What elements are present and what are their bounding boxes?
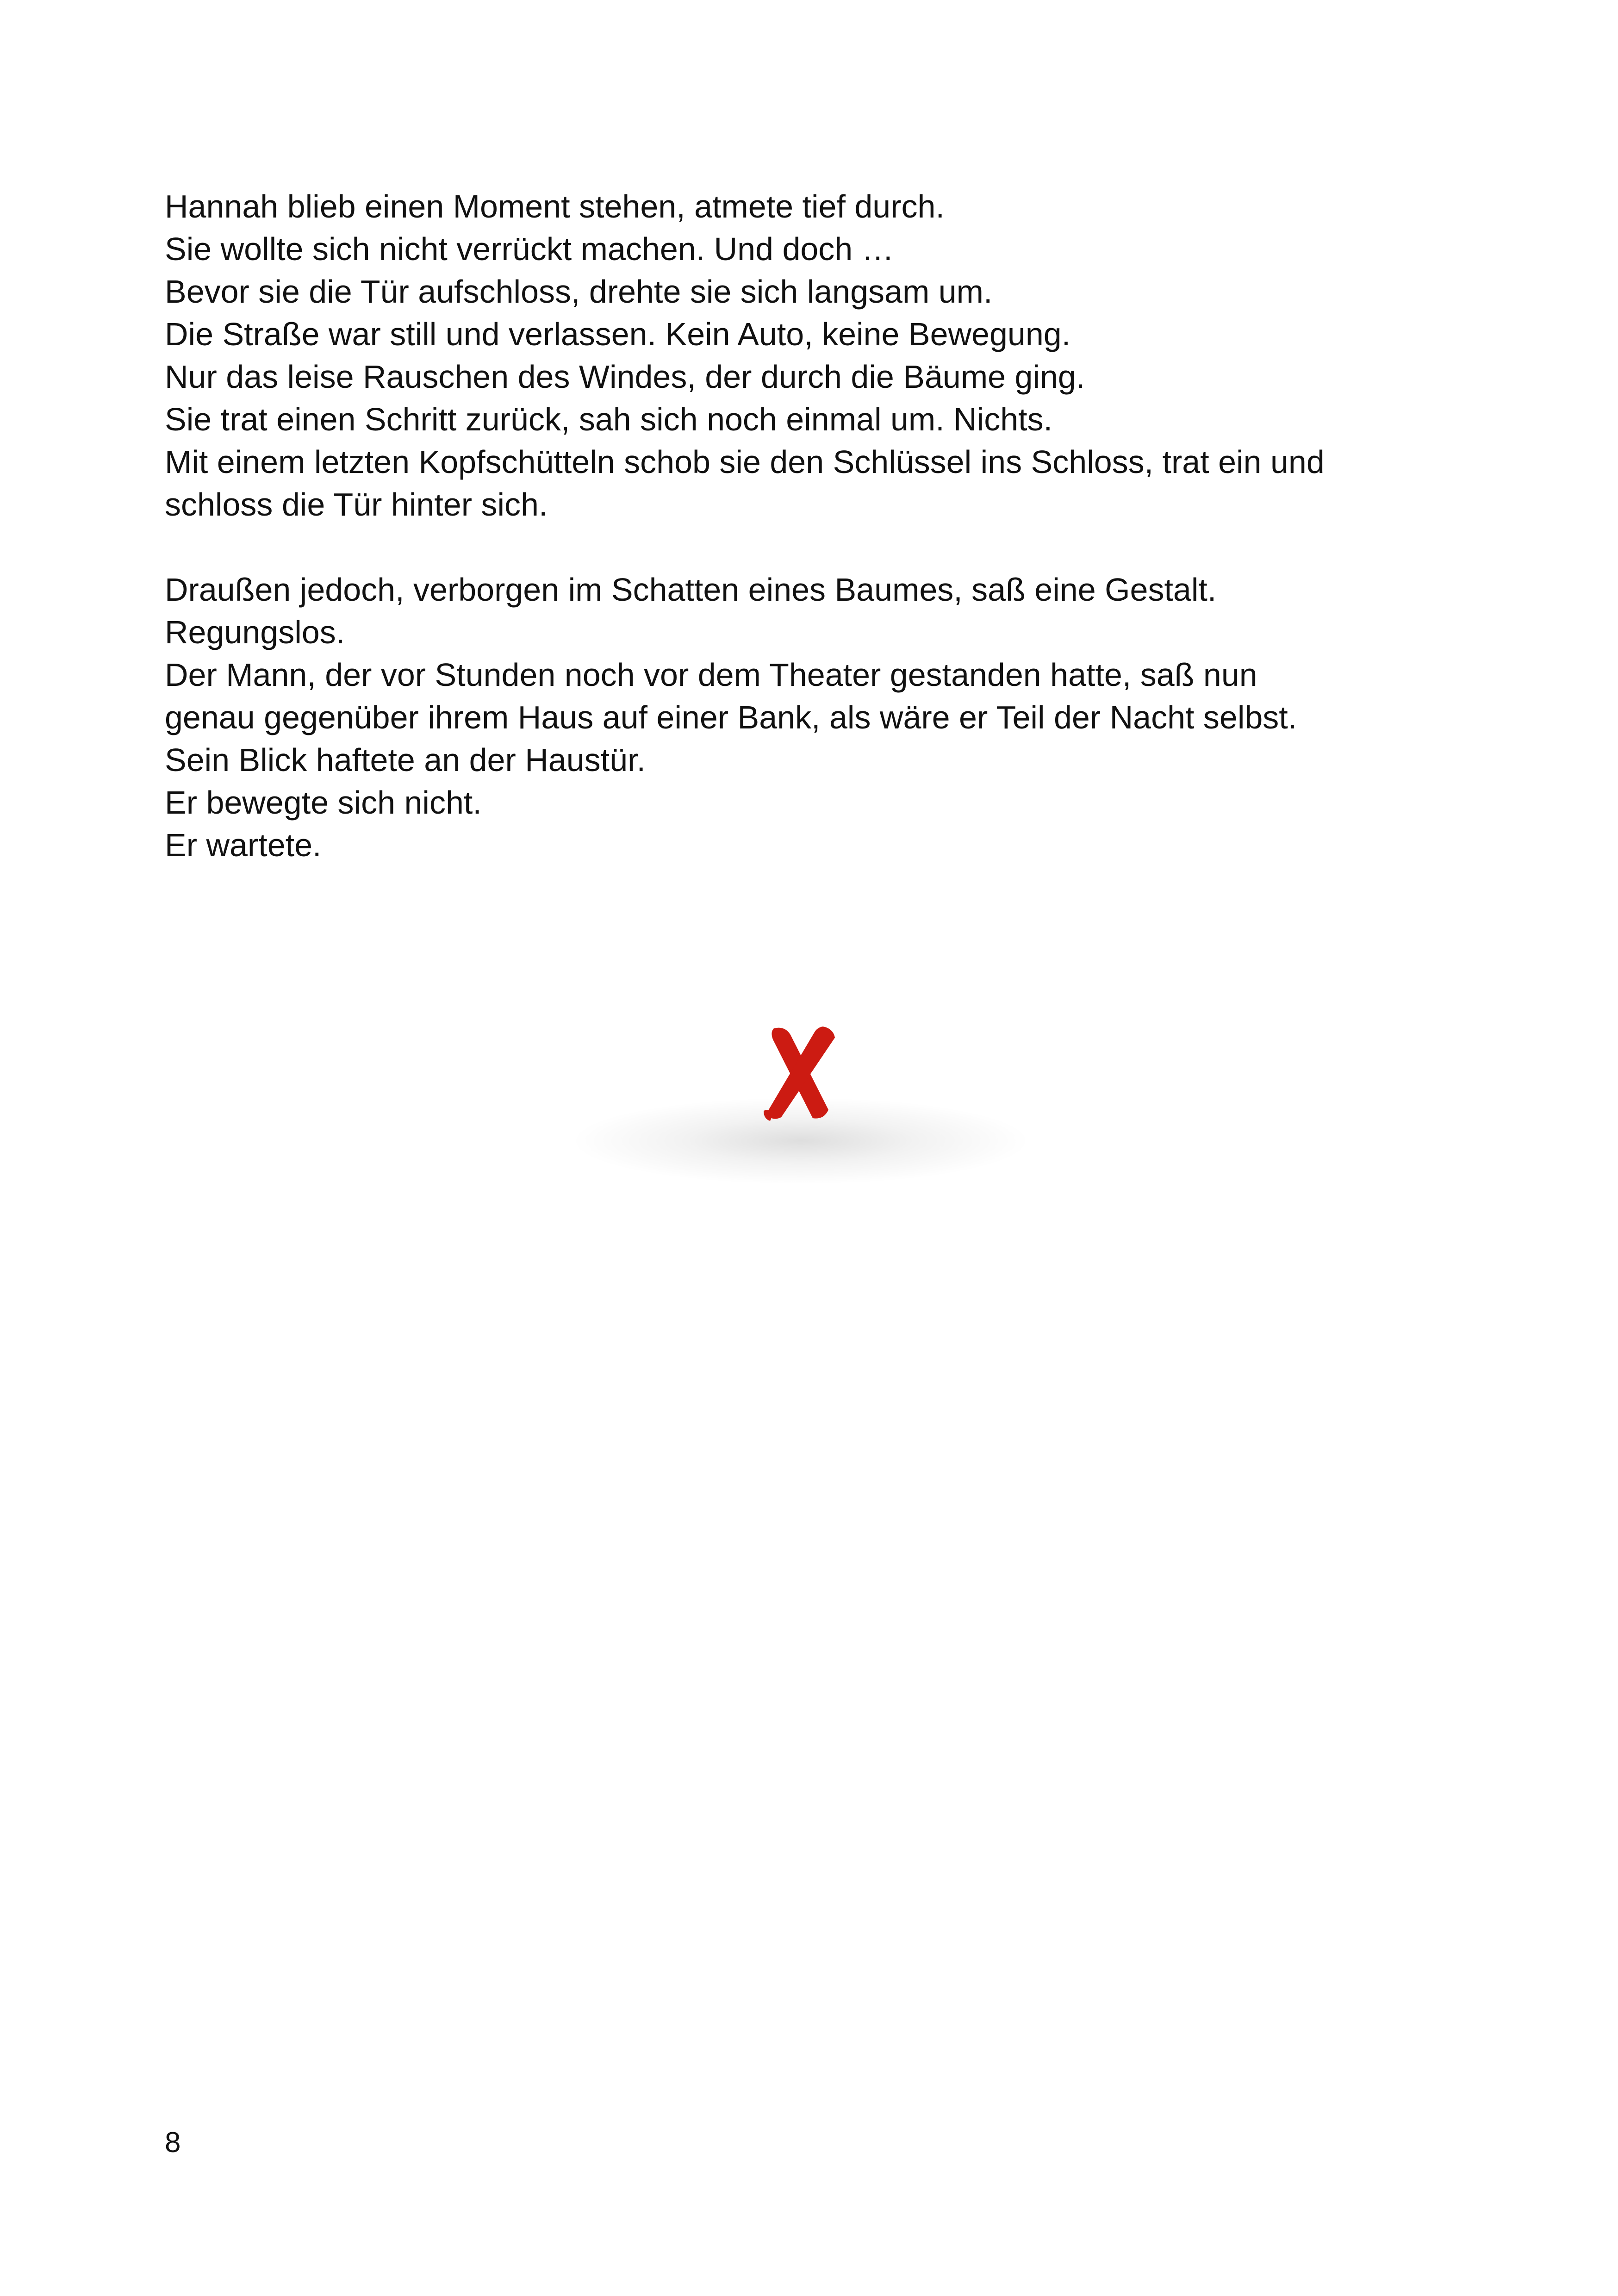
text-line: Er wartete. xyxy=(165,827,322,863)
text-line: Bevor sie die Tür aufschloss, drehte sie sich langsam um. xyxy=(165,274,993,310)
text-line: Sie trat einen Schritt zurück, sah sich noch einmal um. Nichts. xyxy=(165,401,1053,437)
text-line: Die Straße war still und verlassen. Kein Auto, keine Bewegung. xyxy=(165,316,1071,352)
paragraph-1 xyxy=(165,185,1461,526)
text-line: Regungslos. xyxy=(165,614,345,650)
text-line: Er bewegte sich nicht. xyxy=(165,784,482,821)
page-number: 8 xyxy=(165,2127,181,2159)
red-x-mark-icon xyxy=(745,1018,856,1129)
paragraph-spacer xyxy=(165,526,1461,568)
text-line: Mit einem letzten Kopfschütteln schob sie den Schlüssel ins Schloss, trat ein und xyxy=(165,444,1325,480)
text-line: Draußen jedoch, verborgen im Schatten eines Baumes, saß eine Gestalt. xyxy=(165,572,1217,608)
text-line: Sein Blick haftete an der Haustür. xyxy=(165,742,646,778)
text-line: Hannah blieb einen Moment stehen, atmete tief durch. xyxy=(165,188,945,224)
text-line: genau gegenüber ihrem Haus auf einer Bank, als wäre er Teil der Nacht selbst. xyxy=(165,699,1297,735)
text-line: Der Mann, der vor Stunden noch vor dem Theater gestanden hatte, saß nun xyxy=(165,657,1257,693)
text-line: schloss die Tür hinter sich. xyxy=(165,486,548,523)
paragraph-2 xyxy=(165,568,1461,866)
text-line: Nur das leise Rauschen des Windes, der durch die Bäume ging. xyxy=(165,359,1085,395)
text-line: Sie wollte sich nicht verrückt machen. Und doch … xyxy=(165,231,894,267)
section-break-mark xyxy=(569,1018,1032,1185)
body-text xyxy=(165,185,1461,866)
